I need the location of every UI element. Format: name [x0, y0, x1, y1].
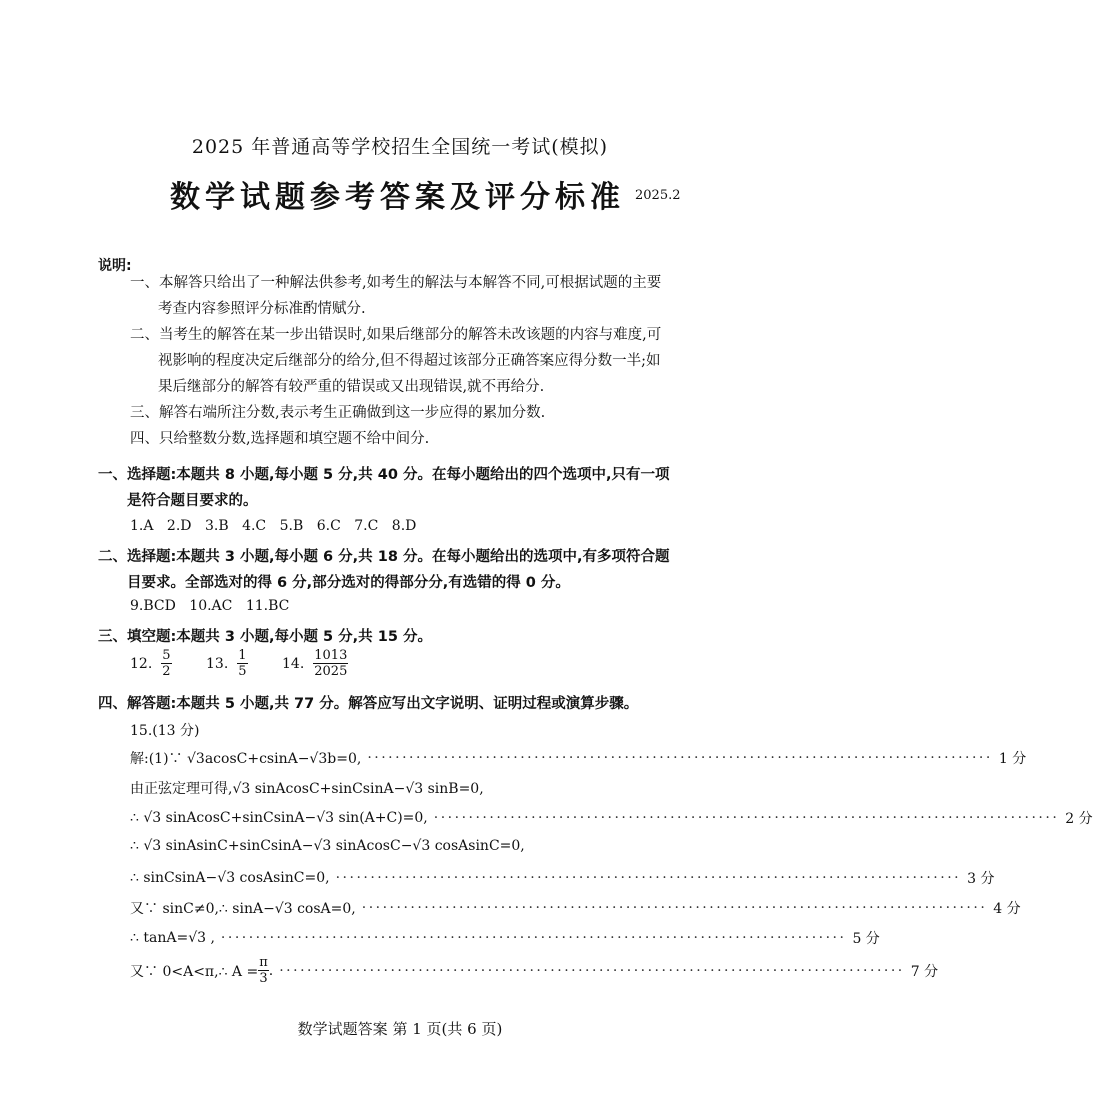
answer: 3.B [204, 518, 229, 534]
question-15-label: 15.(13 分) [130, 723, 200, 739]
score-label: 7 分 [910, 963, 939, 980]
score-label: 3 分 [967, 871, 995, 887]
score-label: 4 分 [993, 901, 1021, 917]
note-line: 三、解答右端所注分数,表示考生正确做到这一步应得的累加分数. [130, 405, 546, 421]
solution-step: ∴ sinCsinA−√3 cosAsinC=0, ·························································································· 3 分 [130, 870, 995, 887]
fraction: $\frac{\pi}{3}$ [259, 955, 268, 986]
answer: 2.D [166, 518, 192, 534]
note-line: 一、本解答只给出了一种解法供参考,如考生的解法与本解答不同,可根据试题的主要 [130, 275, 662, 291]
answer: 5.B [279, 518, 304, 534]
solution-step: 又∵ 0<A<π,∴ A = $\frac{\pi}{3}$ . ·························································································· 7 分 [130, 955, 939, 986]
solution-step: 又∵ sinC≠0,∴ sinA−√3 cosA=0, ·························································································· 4 分 [130, 900, 1021, 917]
fraction: $\frac{1013}{2025}$ [314, 648, 348, 679]
fraction: $\frac{1}{5}$ [238, 648, 247, 679]
solution-step: ∴ √3 sinAcosC+sinCsinA−√3 sin(A+C)=0, ·························································································· 2 分 [130, 810, 1093, 827]
document-date: 2025.2 [635, 188, 681, 203]
note-line: 视影响的程度决定后继部分的给分,但不得超过该部分正确答案应得分数一半;如 [158, 353, 661, 369]
section-3-heading: 三、填空题:本题共 3 小题,每小题 5 分,共 15 分。 [98, 629, 432, 645]
answer: 11.BC [245, 598, 290, 614]
section-2-heading-cont: 目要求。全部选对的得 6 分,部分选对的得部分分,有选错的得 0 分。 [127, 575, 570, 591]
note-line: 四、只给整数分数,选择题和填空题不给中间分. [130, 431, 430, 447]
section-4-heading: 四、解答题:本题共 5 小题,共 77 分。解答应写出文字说明、证明过程或演算步骤。 [98, 696, 639, 712]
fill-answer: 14. $\frac{1013}{2025}$ [282, 648, 366, 679]
answer: 8.D [391, 518, 417, 534]
note-line: 果后继部分的解答有较严重的错误或又出现错误,就不再给分. [158, 379, 545, 395]
fill-answer: 13. $\frac{1}{5}$ [206, 648, 266, 679]
note-line: 考查内容参照评分标准酌情赋分. [158, 301, 366, 317]
solution-step: ∴ tanA=√3 , ·························································································· 5 分 [130, 930, 880, 947]
exam-title: 2025 年普通高等学校招生全国统一考试(模拟) [191, 136, 609, 158]
solution-step: 解:(1)∵ √3acosC+csinA−√3b=0, ·························································································· 1 分 [130, 750, 1027, 767]
notes-label: 说明: [98, 258, 132, 274]
answer: 9.BCD [130, 598, 176, 614]
score-label: 2 分 [1065, 811, 1093, 827]
fraction: $\frac{5}{2}$ [162, 648, 171, 679]
section-1-heading-cont: 是符合题目要求的。 [127, 493, 258, 509]
note-line: 二、当考生的解答在某一步出错误时,如果后继部分的解答未改该题的内容与难度,可 [130, 327, 662, 343]
answer: 6.C [316, 518, 341, 534]
section-3-answers [130, 648, 375, 679]
section-1-heading: 一、选择题:本题共 8 小题,每小题 5 分,共 40 分。在每小题给出的四个选项中,只有一项 [98, 467, 670, 483]
fill-answer: 12. $\frac{5}{2}$ [130, 648, 190, 679]
answer: 4.C [242, 518, 267, 534]
answer: 10.AC [189, 598, 233, 614]
section-2-heading: 二、选择题:本题共 3 小题,每小题 6 分,共 18 分。在每小题给出的选项中,有多项符合题 [98, 549, 670, 565]
answer: 7.C [354, 518, 379, 534]
solution-step: 由正弦定理可得,√3 sinAcosC+sinCsinA−√3 sinB=0, [130, 781, 484, 797]
page-footer: 数学试题答案 第 1 页(共 6 页) [297, 1020, 503, 1038]
page-title: 数学试题参考答案及评分标准 [170, 180, 625, 215]
solution-step: ∴ √3 sinAsinC+sinCsinA−√3 sinAcosC−√3 cosAsinC=0, [130, 838, 525, 854]
score-label: 5 分 [852, 931, 880, 947]
section-1-answers [130, 518, 425, 534]
answer: 1.A [130, 518, 154, 534]
section-2-answers [130, 598, 298, 614]
score-label: 1 分 [998, 751, 1027, 767]
